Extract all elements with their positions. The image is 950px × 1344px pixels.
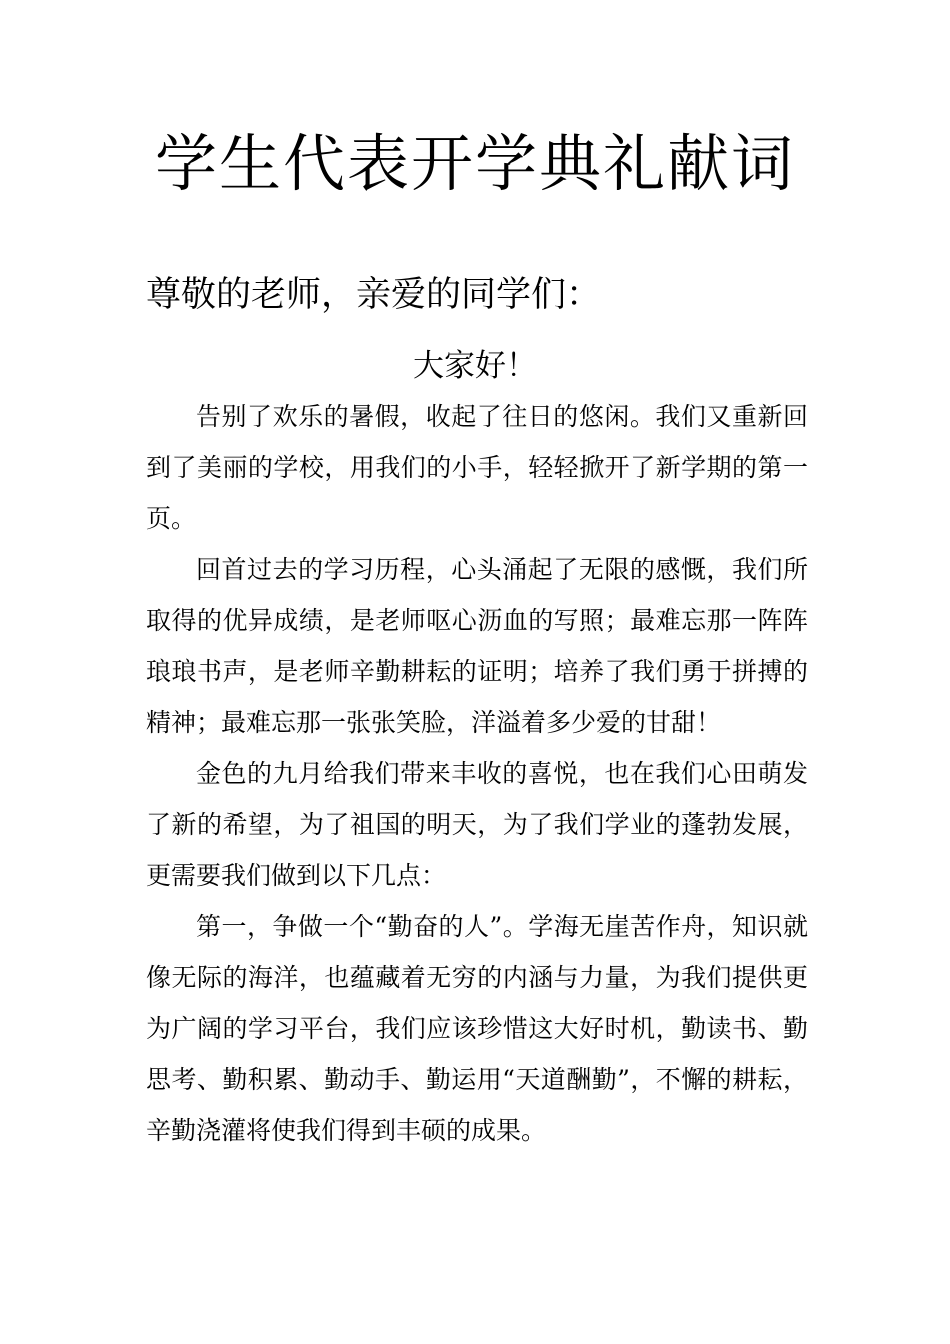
paragraph-point-one: 第一，争做一个“勤奋的人”。学海无崖苦作舟，知识就像无际的海洋，也蕴藏着无穷的内涵与力量，为我们提供更为广阔的学习平台，我们应该珍惜这大好时机，勤读书、勤思考、勤积累、勤动手、勤运用“天道酬勤”，不懈的耕耘，辛勤浇灌将使我们得到丰硕的成果。 bbox=[146, 912, 808, 1145]
salutation: 尊敬的老师，亲爱的同学们： bbox=[146, 275, 602, 315]
paragraph-farewell-summer: 告别了欢乐的暑假，收起了往日的悠闲。我们又重新回到了美丽的学校，用我们的小手，轻轻掀开了新学期的第一页。 bbox=[146, 402, 808, 533]
document-title: 学生代表开学典礼献词 bbox=[154, 127, 795, 200]
greeting: 大家好！ bbox=[413, 348, 537, 384]
body-text bbox=[146, 391, 808, 1156]
paragraph-look-back: 回首过去的学习历程，心头涌起了无限的感慨，我们所取得的优异成绩，是老师呕心沥血的写照；最难忘那一阵阵琅琅书声，是老师辛勤耕耘的证明；培养了我们勇于拼搏的精神；最难忘那一张张笑脸，洋溢着多少爱的甘甜！ bbox=[146, 555, 808, 737]
paragraph-golden-september: 金色的九月给我们带来丰收的喜悦，也在我们心田萌发了新的希望，为了祖国的明天，为了我们学业的蓬勃发展，更需要我们做到以下几点： bbox=[146, 759, 808, 890]
